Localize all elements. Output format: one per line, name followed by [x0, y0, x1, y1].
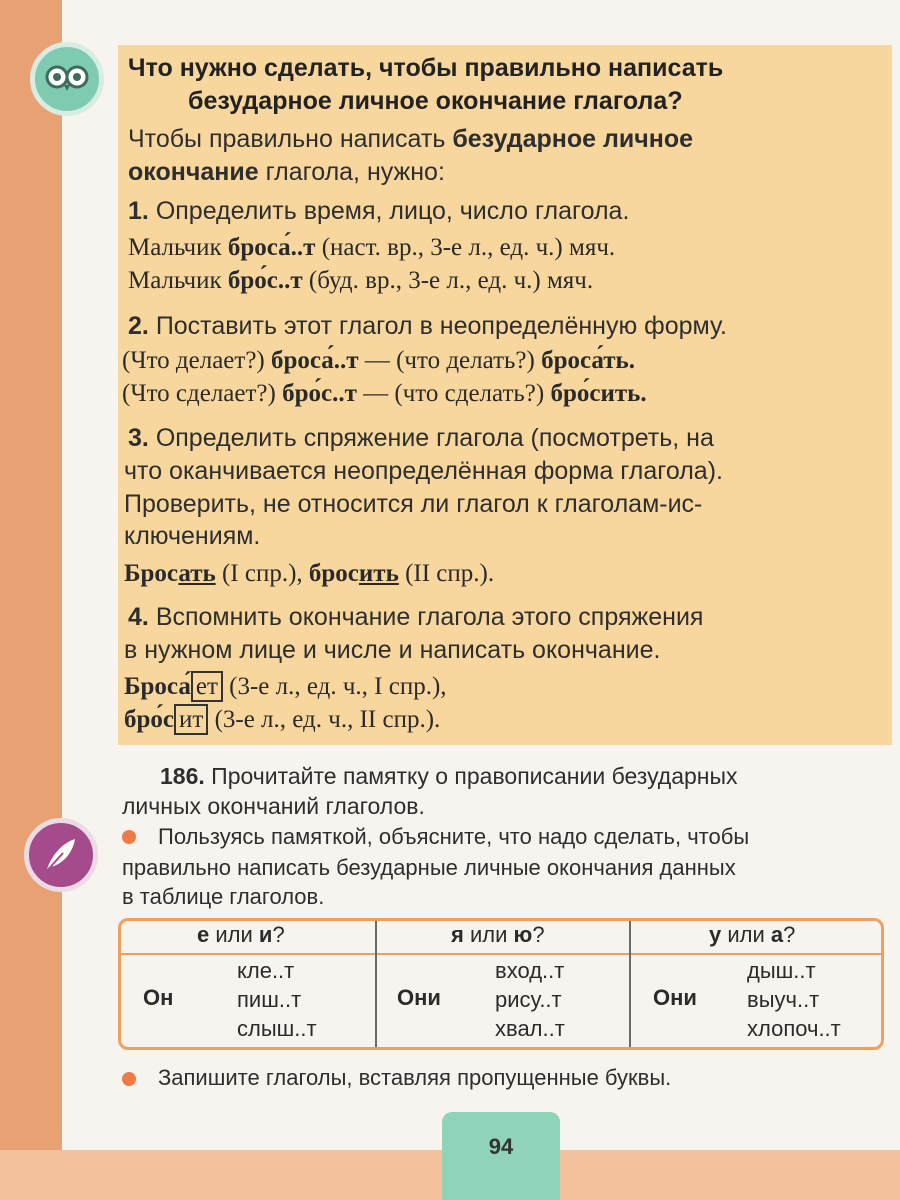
table-word: хлопоч..т: [747, 1016, 841, 1041]
intro-text-b: безударное личное: [452, 125, 694, 153]
example-4-d: бро́сить.: [550, 380, 647, 407]
table-pronoun-2: Они: [397, 985, 441, 1010]
table-header-1: е или и?: [197, 922, 285, 947]
example-7-stem: бро́с: [124, 706, 174, 733]
exercise-intro-line1: [160, 763, 738, 790]
step-4-line2: в нужном лице и числе и написать окончание.: [124, 636, 661, 664]
example-3: [122, 347, 635, 375]
table-word: кле..т: [237, 958, 295, 983]
step-3-line3: Проверить, не относится ли глагол к глаголам-ис-: [124, 490, 703, 518]
table-header-3: у или а?: [709, 922, 796, 947]
example-1-b: броса́..т: [227, 234, 316, 261]
table-word: пиш..т: [237, 987, 302, 1012]
example-3-b: броса́..т: [271, 347, 359, 374]
table-pronoun-3: Они: [653, 985, 697, 1010]
step-2-text: Поставить этот глагол в неопределённую форму.: [155, 312, 727, 340]
example-3-c: — (что делать?): [364, 347, 535, 374]
intro-text-a: Чтобы правильно написать: [128, 125, 446, 153]
task2: Запишите глаголы, вставляя пропущенные буквы.: [158, 1065, 672, 1090]
example-4: [122, 380, 647, 408]
example-5-conj-2: (II спр.).: [405, 560, 495, 587]
feather-icon: [24, 818, 98, 892]
table-pronoun-1: Он: [143, 985, 174, 1010]
table-word: хвал..т: [495, 1016, 565, 1041]
table-word: слыш..т: [237, 1016, 317, 1041]
page-number: 94: [488, 1134, 514, 1159]
exercise-line1: Прочитайте памятку о правописании безударных: [211, 763, 738, 789]
table-header-2: я или ю?: [451, 922, 545, 947]
table-word: вход..т: [495, 958, 565, 983]
example-3-a: (Что делает?): [122, 347, 265, 374]
example-1: [128, 234, 615, 262]
bullet-icon: [122, 830, 136, 844]
example-2-a: Мальчик: [128, 267, 222, 294]
exercise-line2: личных окончаний глаголов.: [122, 793, 425, 819]
example-7-ending: ит: [174, 704, 208, 735]
table-words-3: [747, 956, 841, 1043]
example-2-b: бро́с..т: [227, 267, 303, 294]
intro-text-c: окончание: [128, 158, 259, 186]
example-4-b: бро́с..т: [282, 380, 357, 407]
example-1-a: Мальчик: [128, 234, 222, 261]
step-3-line4: ключениям.: [124, 522, 261, 550]
step-3-line2: что оканчивается неопределённая форма глагола).: [124, 457, 723, 485]
example-6-ending: ет: [191, 671, 223, 702]
table-divider: [375, 921, 377, 1047]
example-5-suffix-2: ить: [358, 560, 399, 587]
step-1-number: 1.: [128, 197, 149, 225]
step-3-line1: Определить спряжение глагола (посмотреть, на: [155, 424, 714, 452]
table-word: дыш..т: [747, 958, 816, 983]
step-2-number: 2.: [128, 312, 149, 340]
step-2: [128, 312, 727, 341]
table-word: рису..т: [495, 987, 562, 1012]
rule-title-line1: Что нужно сделать, чтобы правильно написать: [128, 54, 724, 82]
step-1-text: Определить время, лицо, число глагола.: [155, 197, 630, 225]
step-3: [128, 424, 714, 453]
table-words-1: [237, 956, 317, 1043]
example-5-suffix-1: ать: [178, 560, 216, 587]
example-6-rest: (3-е л., ед. ч., I спр.),: [229, 673, 447, 700]
example-5: [124, 560, 494, 588]
owl-icon: [30, 42, 104, 116]
example-4-a: (Что сделает?): [122, 380, 276, 407]
example-6-stem: Броса́: [124, 673, 191, 700]
example-7-rest: (3-е л., ед. ч., II спр.).: [214, 706, 441, 733]
example-6: [124, 673, 447, 701]
example-4-c: — (что сделать?): [363, 380, 545, 407]
bullet-icon: [122, 1072, 136, 1086]
rule-title-line2: безударное личное окончание глагола?: [188, 87, 683, 115]
example-7: [124, 706, 440, 734]
task1-line2: правильно написать безударные личные окончания данных: [122, 855, 736, 880]
task1-line1: Пользуясь памяткой, объясните, что надо сделать, чтобы: [158, 824, 750, 849]
verbs-table: [118, 918, 884, 1050]
step-4: [128, 603, 703, 632]
example-5-stem-1: Брос: [124, 560, 179, 587]
exercise-number: 186.: [160, 763, 205, 789]
rule-intro-line1: [128, 125, 693, 154]
table-words-2: [495, 956, 565, 1043]
step-1: [128, 197, 629, 226]
step-4-number: 4.: [128, 603, 149, 631]
example-1-c: (наст. вр., 3-е л., ед. ч.) мяч.: [321, 234, 616, 261]
step-4-line1: Вспомнить окончание глагола этого спряжения: [155, 603, 704, 631]
example-2: [128, 267, 593, 295]
table-word: выуч..т: [747, 987, 820, 1012]
example-5-conj-1: (I спр.),: [221, 560, 303, 587]
example-2-c: (буд. вр., 3-е л., ед. ч.) мяч.: [308, 267, 594, 294]
intro-text-d: глагола, нужно:: [265, 158, 445, 186]
rule-intro-line2: [128, 158, 445, 187]
task1-line3: в таблице глаголов.: [122, 884, 325, 909]
example-5-stem-2: брос: [308, 560, 359, 587]
step-3-number: 3.: [128, 424, 149, 452]
table-divider: [629, 921, 631, 1047]
example-3-d: броса́ть.: [541, 347, 635, 374]
